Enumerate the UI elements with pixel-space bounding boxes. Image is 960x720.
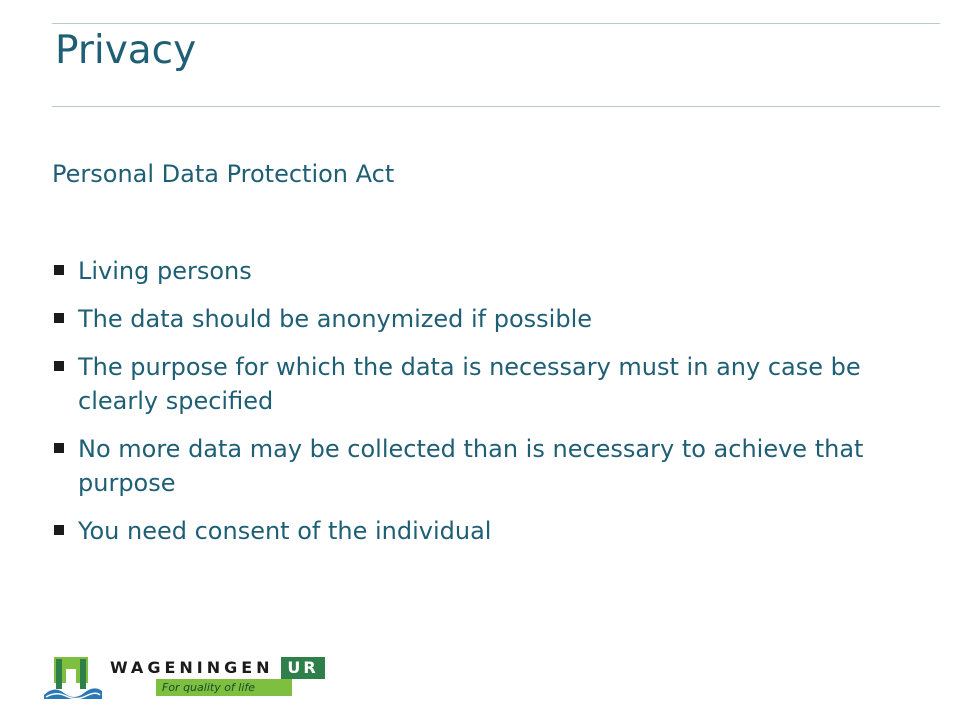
bullet-item xyxy=(52,302,922,336)
bullet-text: The data should be anonymized if possible xyxy=(78,305,593,333)
bullet-marker-icon xyxy=(54,525,64,535)
logo-tagline-box xyxy=(156,679,292,696)
bullet-marker-icon xyxy=(54,443,64,453)
logo-name: WAGENINGEN xyxy=(110,658,274,677)
wageningen-ur-logo-icon xyxy=(42,655,104,701)
bullet-item xyxy=(52,350,922,418)
bullet-item xyxy=(52,432,922,500)
bullet-text: You need consent of the individual xyxy=(78,517,492,545)
bullet-marker-icon xyxy=(54,361,64,371)
top-divider xyxy=(52,23,940,24)
wageningen-ur-logo xyxy=(42,655,319,701)
bullet-marker-icon xyxy=(54,313,64,323)
bullet-text: The purpose for which the data is necessary must in any case be clearly specified xyxy=(78,353,861,415)
slide-title: Privacy xyxy=(55,28,197,73)
logo-tagline: For quality of life xyxy=(162,681,256,694)
logo-suffix: UR xyxy=(287,658,319,677)
slide-subtitle: Personal Data Protection Act xyxy=(52,160,395,188)
logo-suffix-box xyxy=(281,657,325,679)
bullet-marker-icon xyxy=(54,265,64,275)
bullet-item xyxy=(52,514,922,548)
bullet-text: No more data may be collected than is necessary to achieve that purpose xyxy=(78,435,864,497)
bullet-item xyxy=(52,254,922,288)
bullet-text: Living persons xyxy=(78,257,252,285)
title-divider xyxy=(52,106,940,107)
bullet-list xyxy=(52,254,922,562)
